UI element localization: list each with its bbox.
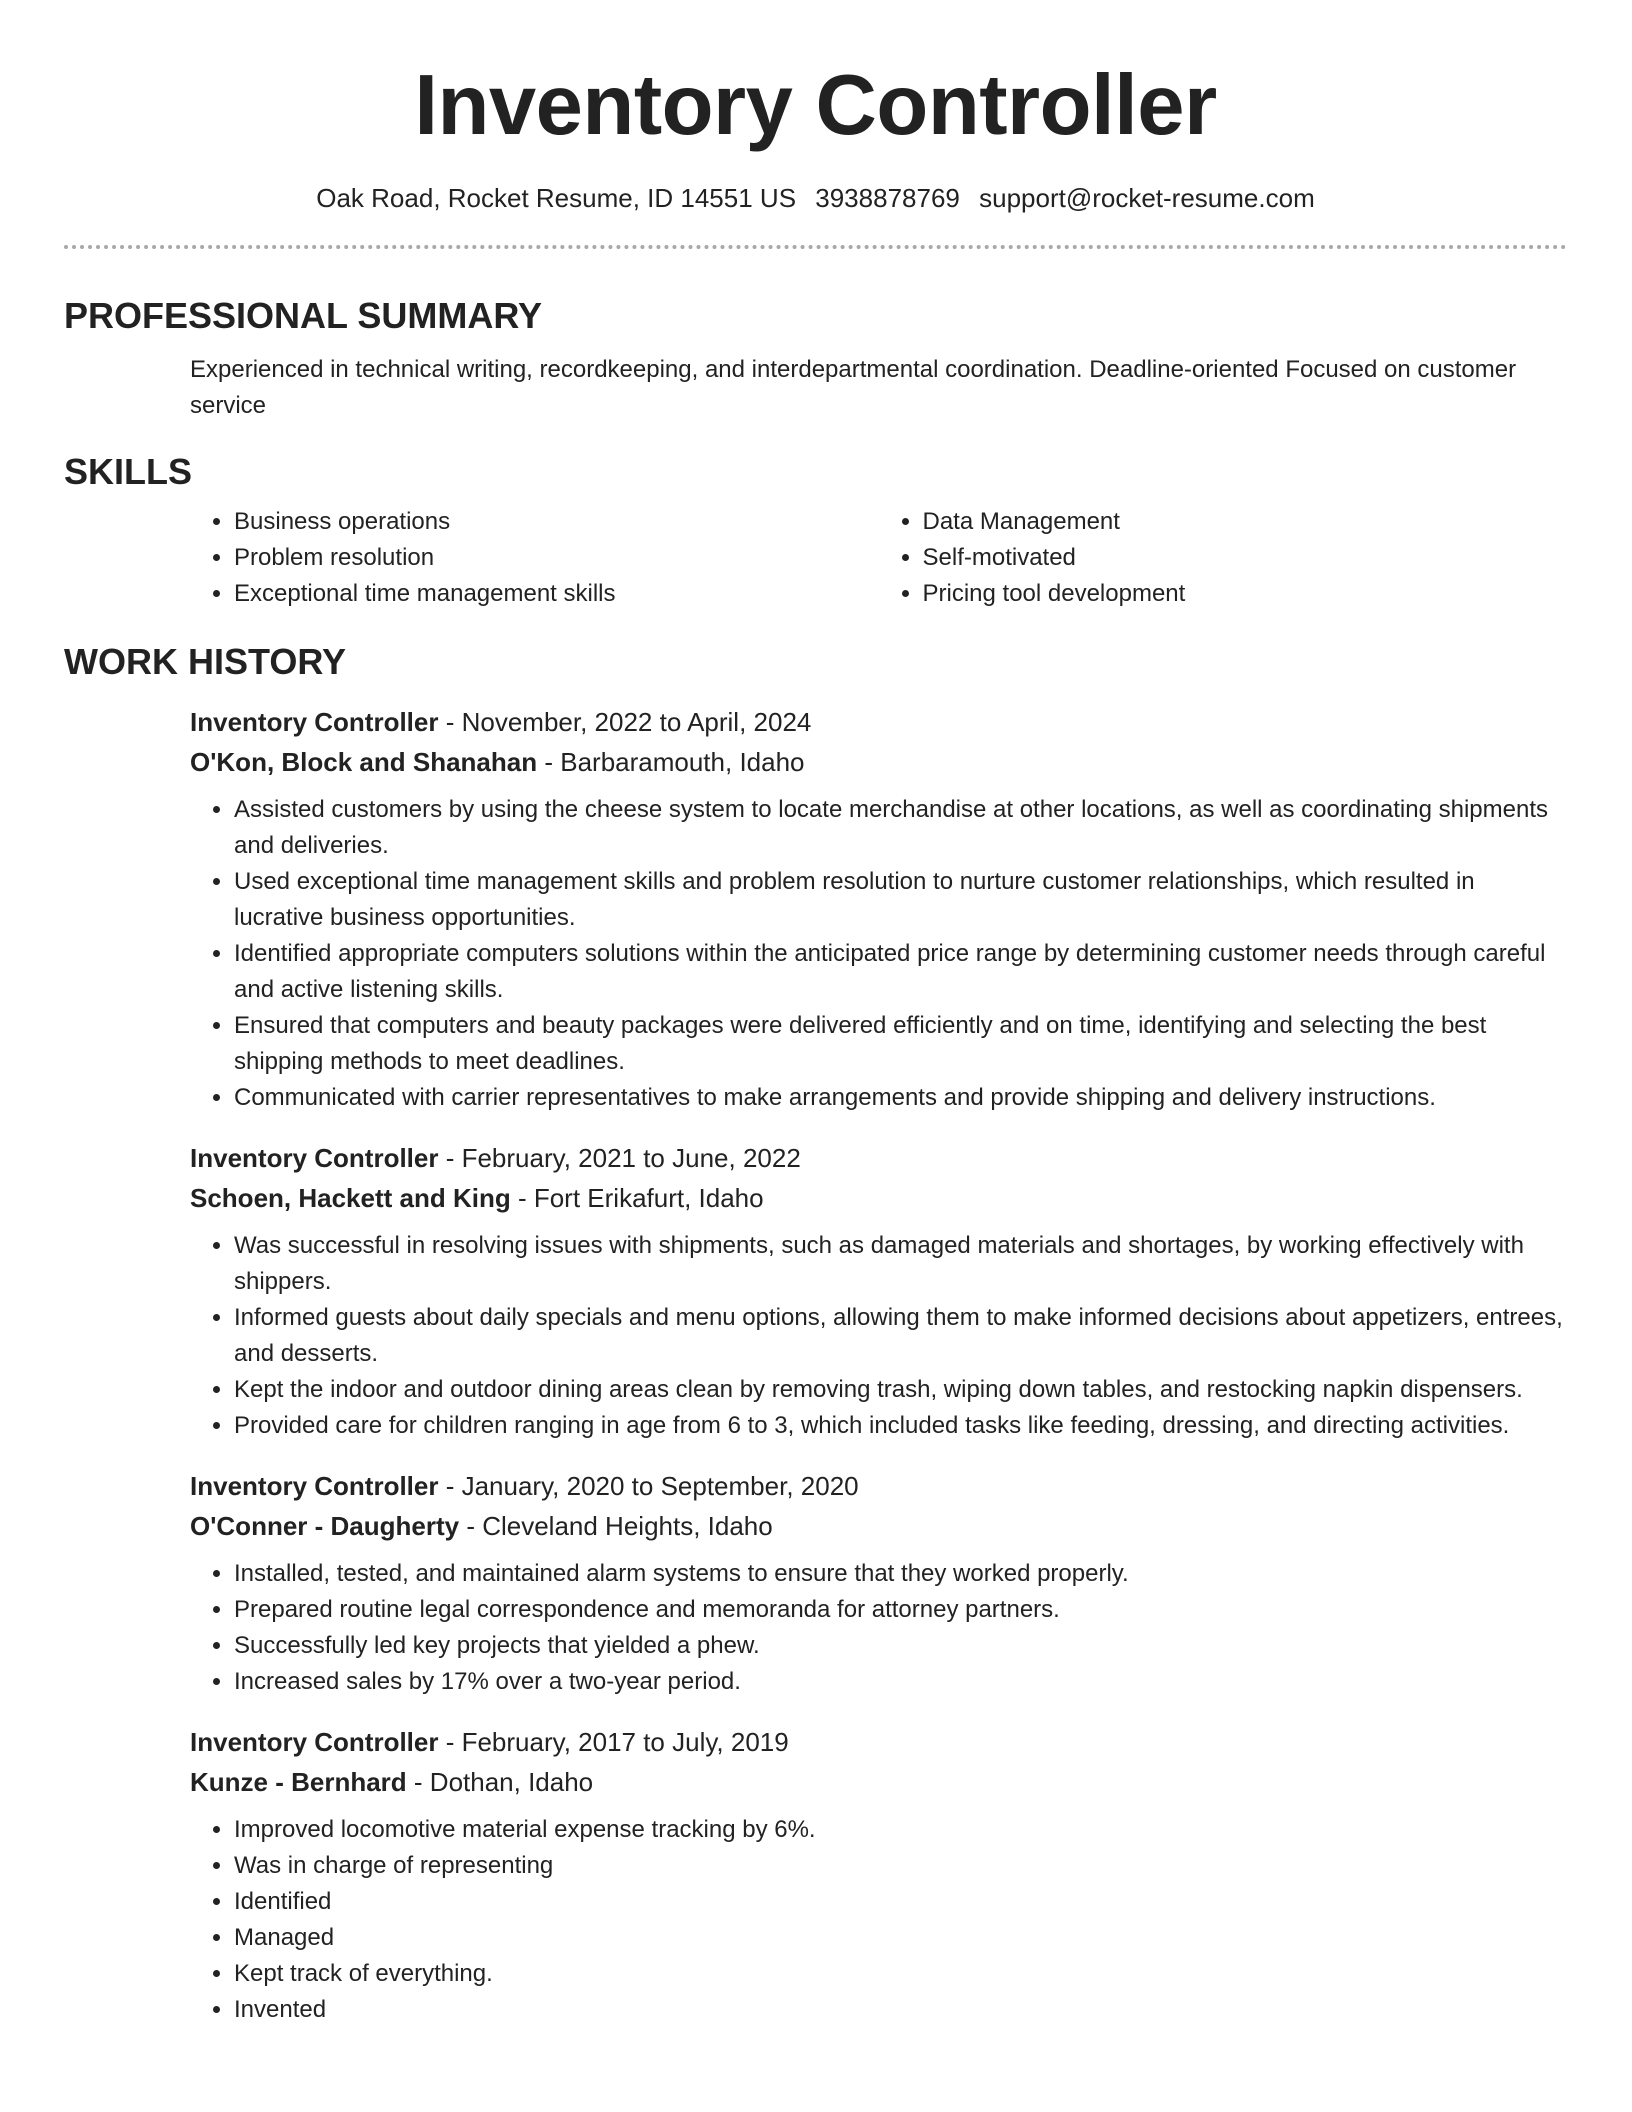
job-bullet: • Improved locomotive material expense tracking by 6%. (234, 1812, 1567, 1848)
job-company-line (190, 742, 1567, 782)
job-bullets (190, 792, 1567, 1116)
resume-name: Inventory Controller (414, 58, 1217, 153)
job-bullets (190, 1228, 1567, 1444)
job-company-line (190, 1506, 1567, 1546)
job-bullet: • Used exceptional time management skills and problem resolution to nurture customer relationships, which resulted in lucrative business opportunities. (234, 864, 1567, 936)
header-divider (64, 245, 1567, 249)
job-company: O'Conner - Daugherty (190, 1511, 460, 1541)
job-bullet: • Informed guests about daily specials and menu options, allowing them to make informed decisions about appetizers, entrees, and desserts. (234, 1300, 1567, 1372)
job-title: Inventory Controller (190, 1727, 439, 1757)
skills-list-right (879, 504, 1568, 612)
work-jobs (190, 702, 1567, 2028)
skills-columns (190, 504, 1567, 612)
job-bullets (190, 1556, 1567, 1700)
job-bullet: • Was successful in resolving issues with shipments, such as damaged materials and shortages, by working effectively with shippers. (234, 1228, 1567, 1300)
job-dates: - February, 2021 to June, 2022 (438, 1143, 801, 1173)
job-title-line (190, 1138, 1567, 1178)
skill-item: • Problem resolution (234, 540, 879, 576)
skill-item: • Pricing tool development (923, 576, 1568, 612)
skill-item: • Business operations (234, 504, 879, 540)
job-title: Inventory Controller (190, 1143, 439, 1173)
skills-heading: SKILLS (64, 451, 193, 492)
job-title-line (190, 1466, 1567, 1506)
summary-section (64, 294, 1567, 424)
job-dates: - November, 2022 to April, 2024 (438, 707, 812, 737)
contact-address: Oak Road, Rocket Resume, ID 14551 US (316, 183, 797, 213)
job-company-line (190, 1762, 1567, 1802)
skills-list-left (190, 504, 879, 612)
contact-email: support@rocket-resume.com (979, 183, 1315, 213)
job-company: Schoen, Hackett and King (190, 1183, 511, 1213)
job-company: O'Kon, Block and Shanahan (190, 747, 538, 777)
skills-section (64, 450, 1567, 612)
job-location: - Cleveland Heights, Idaho (459, 1511, 773, 1541)
resume-page (64, 0, 1567, 2112)
job-title-line (190, 1722, 1567, 1762)
job-bullet: • Identified appropriate computers solutions within the anticipated price range by determining customer needs through careful and active listening skills. (234, 936, 1567, 1008)
job-bullet: • Identified (234, 1884, 1567, 1920)
job-company-line (190, 1178, 1567, 1218)
job-title: Inventory Controller (190, 1471, 439, 1501)
job-bullet: • Increased sales by 17% over a two-year period. (234, 1664, 1567, 1700)
job-location: - Barbaramouth, Idaho (537, 747, 805, 777)
summary-heading: PROFESSIONAL SUMMARY (64, 295, 543, 336)
job-company: Kunze - Bernhard (190, 1767, 407, 1797)
job-bullet: • Managed (234, 1920, 1567, 1956)
job-entry (190, 1466, 1567, 1700)
job-bullet: • Assisted customers by using the cheese system to locate merchandise at other locations, as well as coordinating shipments and deliveries. (234, 792, 1567, 864)
job-title: Inventory Controller (190, 707, 439, 737)
job-entry (190, 702, 1567, 1116)
job-bullet: • Installed, tested, and maintained alarm systems to ensure that they worked properly. (234, 1556, 1567, 1592)
job-bullet: • Ensured that computers and beauty packages were delivered efficiently and on time, identifying and selecting the best shipping methods to meet deadlines. (234, 1008, 1567, 1080)
job-bullet: • Prepared routine legal correspondence and memoranda for attorney partners. (234, 1592, 1567, 1628)
contact-phone: 3938878769 (815, 183, 960, 213)
job-location: - Fort Erikafurt, Idaho (510, 1183, 764, 1213)
job-bullet: • Kept track of everything. (234, 1956, 1567, 1992)
job-bullet: • Invented (234, 1992, 1567, 2028)
job-title-line (190, 702, 1567, 742)
skill-item: • Exceptional time management skills (234, 576, 879, 612)
job-bullet: • Successfully led key projects that yielded a phew. (234, 1628, 1567, 1664)
job-bullet: • Communicated with carrier representatives to make arrangements and provide shipping and delivery instructions. (234, 1080, 1567, 1116)
work-heading: WORK HISTORY (64, 641, 347, 682)
job-bullets (190, 1812, 1567, 2028)
skill-item: • Data Management (923, 504, 1568, 540)
job-dates: - February, 2017 to July, 2019 (438, 1727, 789, 1757)
job-bullet: • Kept the indoor and outdoor dining areas clean by removing trash, wiping down tables, and restocking napkin dispensers. (234, 1372, 1567, 1408)
job-entry (190, 1722, 1567, 2028)
job-bullet: • Was in charge of representing (234, 1848, 1567, 1884)
skill-item: • Self-motivated (923, 540, 1568, 576)
job-location: - Dothan, Idaho (406, 1767, 594, 1797)
job-dates: - January, 2020 to September, 2020 (438, 1471, 859, 1501)
job-bullet: • Provided care for children ranging in age from 6 to 3, which included tasks like feeding, dressing, and directing activities. (234, 1408, 1567, 1444)
summary-text: Experienced in technical writing, recordkeeping, and interdepartmental coordination. Deadline-oriented Focused on customer service (190, 356, 1517, 419)
job-entry (190, 1138, 1567, 1444)
work-section (64, 640, 1567, 2028)
contact-line (64, 180, 1567, 216)
